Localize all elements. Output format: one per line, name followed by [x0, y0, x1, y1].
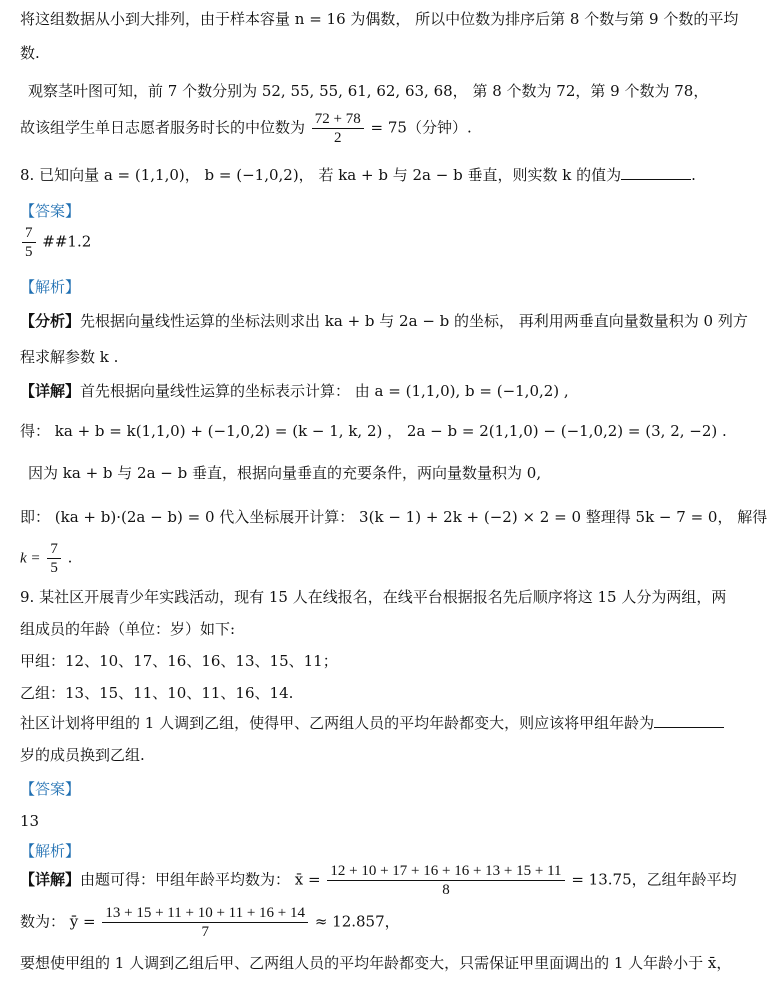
text-line: 即： (ka + b)·(2a − b) = 0 代入坐标展开计算： 3(k − 1) + 2k + (−2) × 2 = 0 整理得 5k − 7 = 0， 解得	[20, 508, 767, 526]
fraction-numerator: 72 + 78	[312, 110, 364, 129]
text-line	[20, 712, 683, 734]
question-text: 8. 已知向量 a = (1,1,0)， b = (−1,0,2)， 若 ka + b 与 2a − b 垂直，则实数 k 的值为	[20, 166, 622, 184]
fraction	[102, 904, 308, 941]
text-segment: = 75（分钟）.	[370, 118, 472, 137]
fraction-numerator: 7	[22, 224, 36, 243]
answer-9: 13	[20, 812, 40, 830]
fraction-numerator: 13 + 15 + 11 + 10 + 11 + 16 + 14	[102, 904, 308, 923]
question-8	[20, 164, 696, 186]
analysis-label: 【解析】	[20, 278, 81, 296]
fraction-denominator: 8	[442, 882, 450, 898]
fraction	[312, 110, 364, 147]
fraction-denominator: 5	[25, 244, 33, 260]
text-segment: .	[67, 548, 73, 567]
fraction	[47, 540, 61, 577]
text-segment: = 13.75，乙组年龄平均	[571, 870, 737, 889]
text-segment: k =	[20, 550, 41, 567]
text-segment: ≈ 12.857，	[314, 912, 400, 931]
fraction-numerator: 7	[47, 540, 61, 559]
fraction	[22, 224, 36, 261]
result-line	[20, 540, 683, 577]
text-line: 得： ka + b = k(1,1,0) + (−1,0,2) = (k − 1, k, 2) ， 2a − b = 2(1,1,0) − (−1,0,2) = (3, 2, −2) .	[20, 422, 727, 440]
detail-line	[20, 380, 683, 402]
text-line: 将这组数据从小到大排列，由于样本容量 n = 16 为偶数， 所以中位数为排序后第 8 个数与第 9 个数的平均	[20, 10, 739, 28]
detail-line	[20, 862, 737, 899]
text-segment: 先根据向量线性运算的坐标法则求出 ka + b 与 2a − b 的坐标， 再利用两垂直向量数量积为 0 列方	[80, 312, 748, 330]
text-line: 岁的成员换到乙组.	[20, 746, 145, 764]
analysis-label: 【解析】	[20, 842, 81, 860]
analysis-line	[20, 310, 748, 332]
question-9: 9. 某社区开展青少年实践活动，现有 15 人在线报名，在线平台根据报名先后顺序将这 15 人分为两组，两	[20, 588, 727, 606]
section-label: 【详解】	[20, 382, 81, 400]
text-segment: .	[691, 166, 696, 184]
question-text: 社区计划将甲组的 1 人调到乙组，使得甲、乙两组人员的平均年龄都变大，则应该将甲组年龄为	[20, 714, 655, 732]
answer-label: 【答案】	[20, 202, 81, 220]
answer-blank	[654, 713, 724, 728]
median-formula-line	[20, 110, 683, 147]
text-segment: 由题可得：甲组年龄平均数为： x̄ =	[80, 870, 321, 889]
fraction	[327, 862, 564, 899]
section-label: 【详解】	[20, 870, 81, 889]
answer-8	[20, 224, 683, 261]
text-segment: 数为： ȳ =	[20, 912, 96, 931]
fraction-numerator: 12 + 10 + 17 + 16 + 16 + 13 + 15 + 11	[327, 862, 564, 881]
fraction-denominator: 2	[334, 130, 342, 146]
text-line: 观察茎叶图可知，前 7 个数分别为 52, 55, 55, 61, 62, 63, 68， 第 8 个数为 72，第 9 个数为 78，	[28, 82, 709, 100]
text-line	[20, 904, 683, 941]
text-line: 甲组：12、10、17、16、16、13、15、11；	[20, 652, 338, 670]
fraction-denominator: 7	[201, 924, 209, 940]
answer-label: 【答案】	[20, 780, 81, 798]
text-line: 组成员的年龄（单位：岁）如下:	[20, 620, 236, 638]
answer-blank	[621, 165, 691, 180]
text-line: 因为 ka + b 与 2a − b 垂直，根据向量垂直的充要条件，两向量数量积为 0,	[28, 464, 542, 482]
text-line: 乙组：13、15、11、10、11、16、14.	[20, 684, 294, 702]
section-label: 【分析】	[20, 312, 81, 330]
text-segment: 故该组学生单日志愿者服务时长的中位数为	[20, 118, 306, 137]
text-line: 程求解参数 k .	[20, 348, 119, 366]
text-line: 数.	[20, 44, 40, 62]
text-line: 要想使甲组的 1 人调到乙组后甲、乙两组人员的平均年龄都变大，只需保证甲里面调出的 1 人年龄小于 x̄，	[20, 954, 732, 972]
fraction-denominator: 5	[50, 560, 58, 576]
text-segment: 首先根据向量线性运算的坐标表示计算： 由 a = (1,1,0), b = (−1,0,2) ,	[80, 382, 569, 400]
text-segment: ##1.2	[42, 232, 92, 251]
